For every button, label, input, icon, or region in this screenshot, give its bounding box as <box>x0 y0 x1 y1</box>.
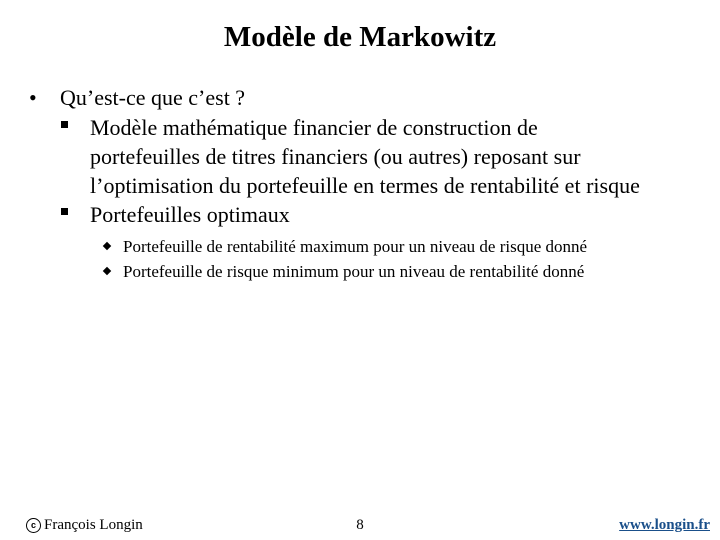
slide-content <box>0 83 720 284</box>
bullet-text: Qu’est-ce que c’est ? <box>60 85 246 110</box>
round-bullet-icon: • <box>29 85 37 110</box>
sub-bullet-text: Modèle mathématique financier de construction de portefeuilles de titres financiers (ou autres) reposant sur l’optimisation du portefeuille en termes de rentabilité et risque <box>90 115 640 198</box>
diamond-bullet-icon <box>103 267 111 275</box>
list-item-text: Portefeuille de rentabilité maximum pour un niveau de risque donné <box>123 237 588 256</box>
footer-author <box>26 516 143 534</box>
list-item-max-return <box>123 234 720 259</box>
sub-bullet-model-definition <box>90 113 650 200</box>
diamond-bullet-icon <box>103 242 111 250</box>
sub-bullet-text: Portefeuilles optimaux <box>90 202 290 227</box>
square-bullet-icon <box>61 208 68 215</box>
slide-title: Modèle de Markowitz <box>223 21 497 53</box>
square-bullet-icon <box>61 121 68 128</box>
website-link[interactable]: www.longin.fr <box>619 517 710 533</box>
sub-bullet-optimal-portfolios <box>90 200 650 229</box>
copyright-icon: c <box>26 518 41 533</box>
bullet-what-is-it <box>29 83 720 113</box>
page-number: 8 <box>356 517 364 533</box>
optimal-portfolios-list <box>0 234 720 284</box>
list-item-text: Portefeuille de risque minimum pour un niveau de rentabilité donné <box>123 262 585 281</box>
author-name: François Longin <box>44 517 143 533</box>
list-item-min-risk <box>123 259 720 284</box>
